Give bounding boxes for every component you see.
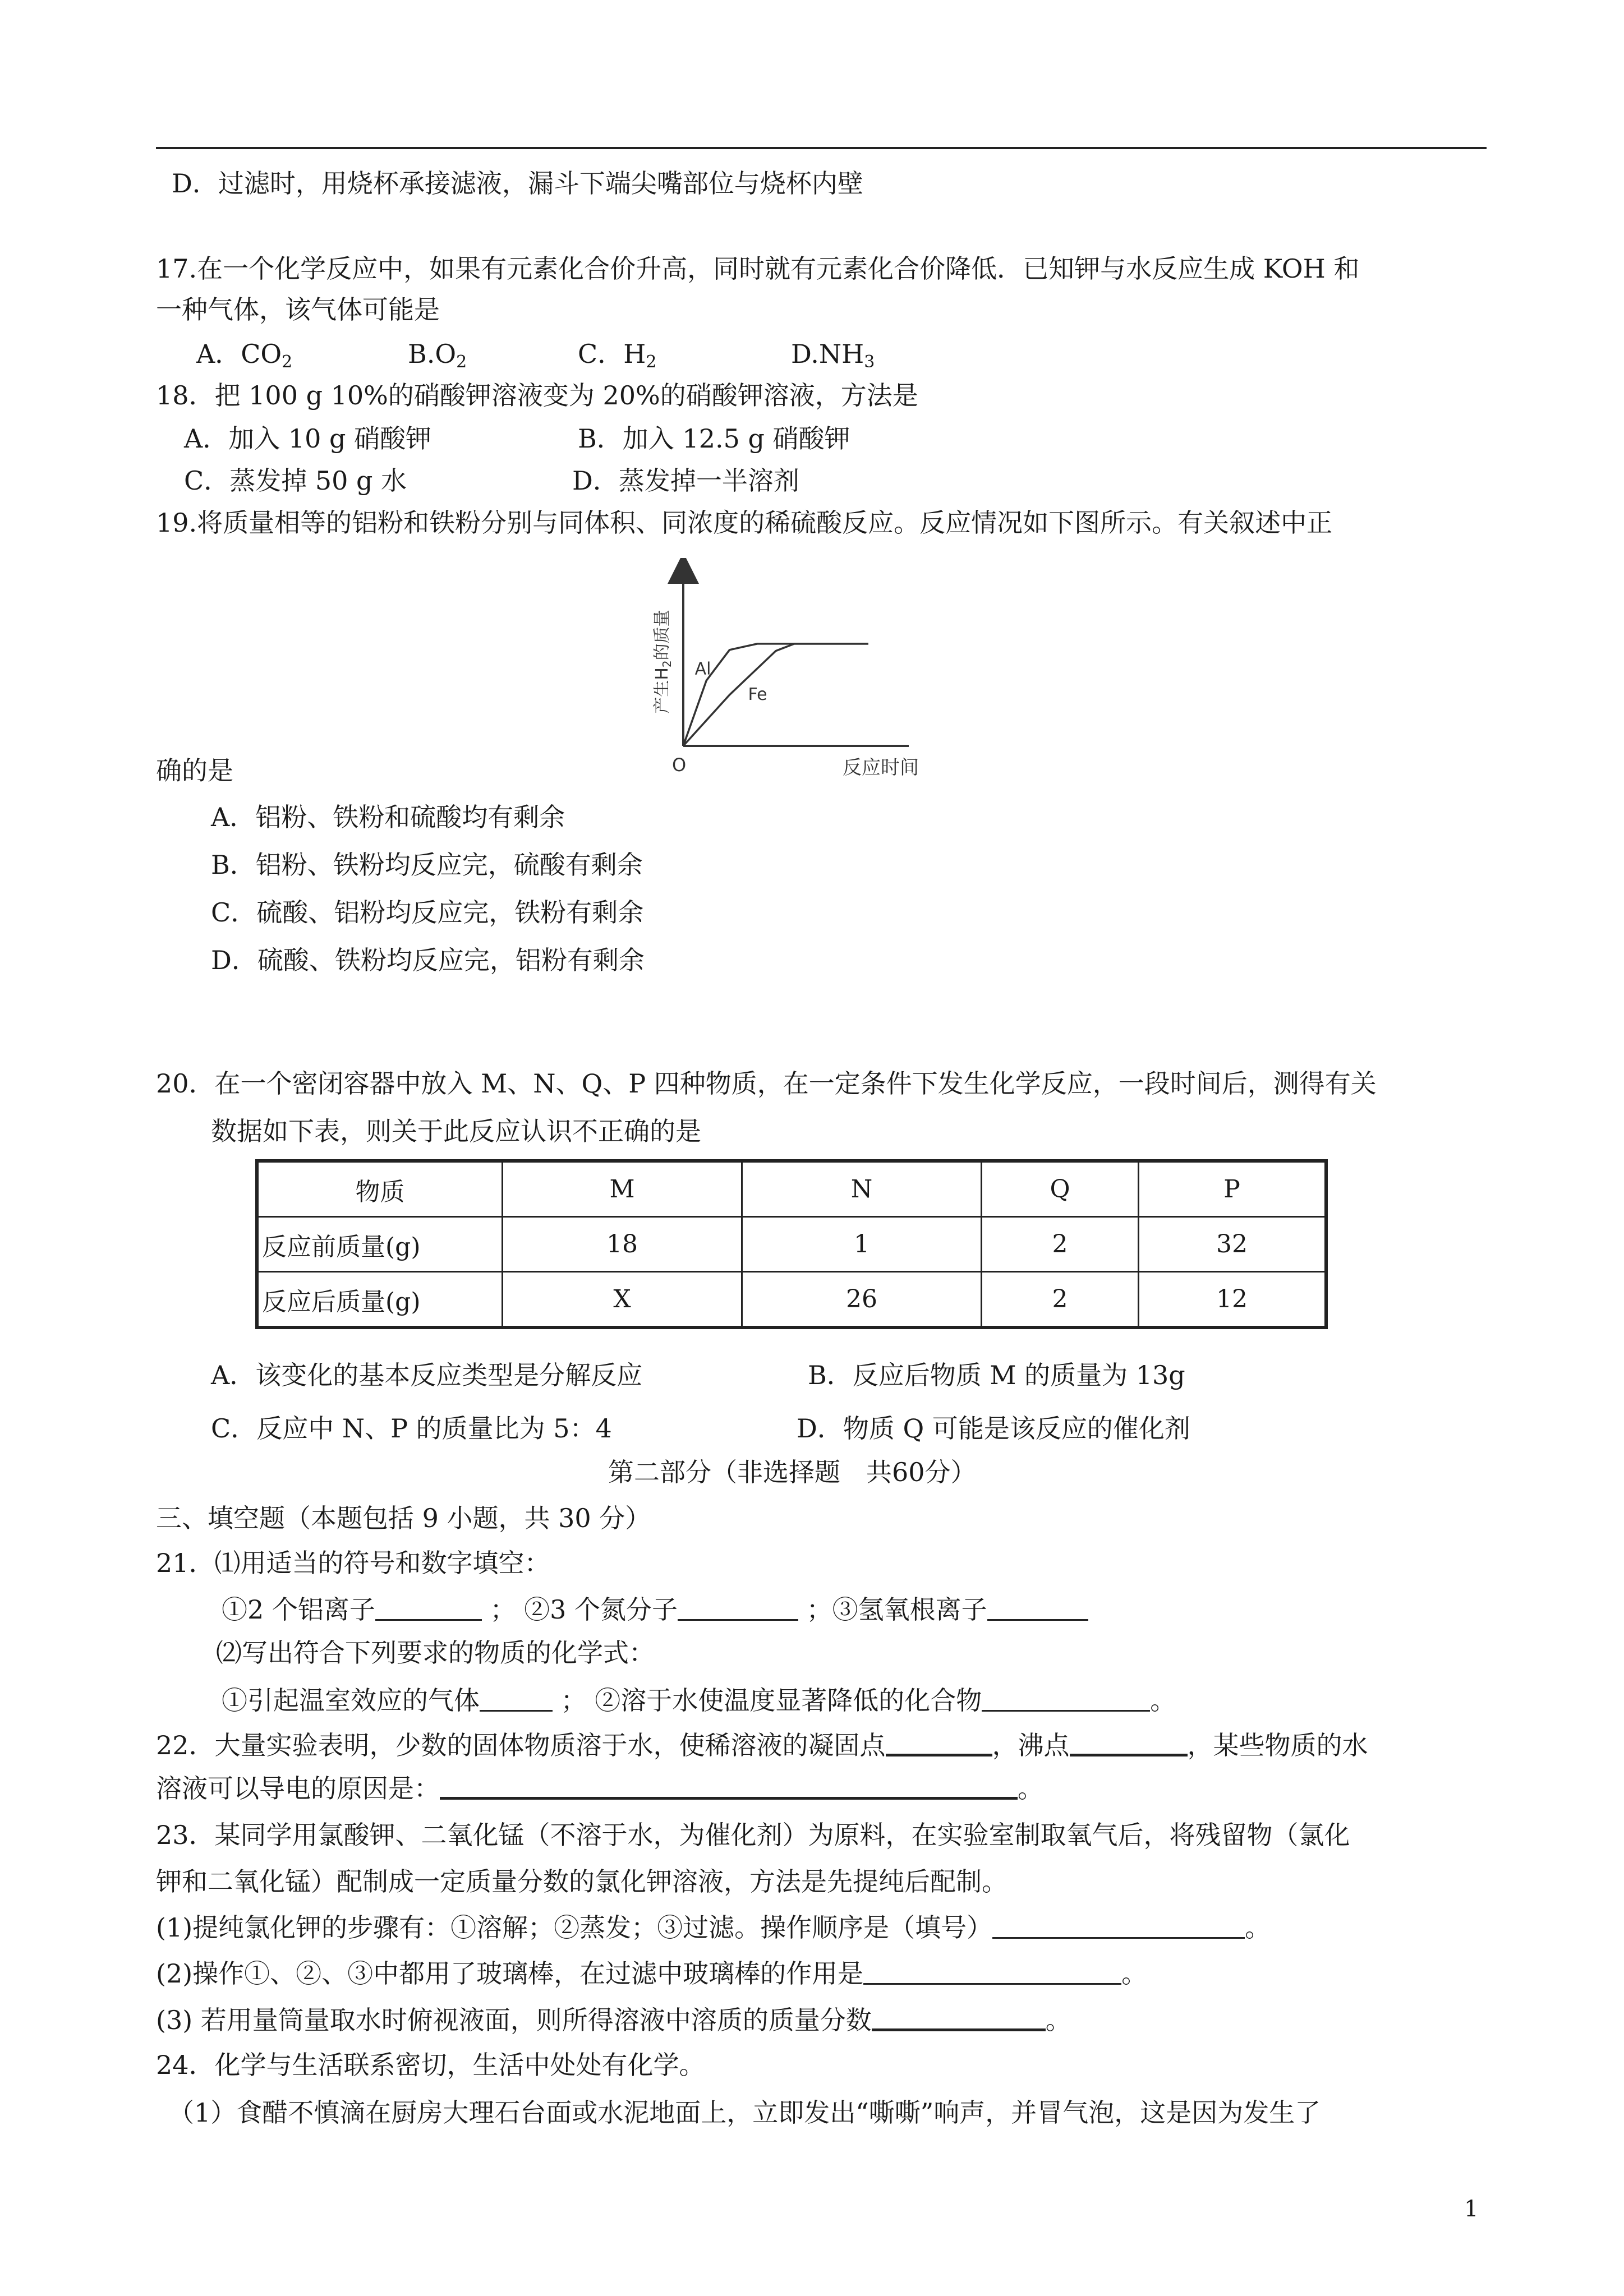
- q21-part2: ⑵写出符合下列要求的物质的化学式：: [216, 1638, 655, 1668]
- q20-option-d: D．物质 Q 可能是该反应的催化剂: [797, 1413, 1190, 1444]
- table-cell: 2: [982, 1217, 1139, 1272]
- q21-item-compound: ②溶于水使温度显著降低的化合物: [595, 1685, 982, 1716]
- part2-title: 第二部分（非选择题 共60分）: [608, 1457, 977, 1487]
- q17-stem-line2: 一种气体，该气体可能是: [156, 294, 440, 325]
- q21-item-1: ①2 个铝离子: [222, 1594, 375, 1625]
- q20-data-table: [255, 1159, 1328, 1329]
- table-cell: 18: [503, 1217, 742, 1272]
- table-cell: 反应前质量(g): [257, 1217, 503, 1272]
- answer-blank[interactable]: [678, 1619, 798, 1621]
- answer-blank[interactable]: [863, 1983, 1121, 1985]
- page-number: 1: [1464, 2196, 1479, 2222]
- answer-blank[interactable]: [872, 2028, 1046, 2031]
- q20-option-c: C．反应中 N、P 的质量比为 5：4: [211, 1413, 612, 1444]
- table-header-cell: P: [1139, 1161, 1327, 1217]
- q17-option-a: A．$CO_2$: [196, 339, 293, 372]
- table-header-row: [257, 1161, 1326, 1217]
- q17-stem-line1: 17.在一个化学反应中，如果有元素化合价升高，同时就有元素化合价降低．已知钾与水反应生成 KOH 和: [156, 253, 1360, 284]
- answer-blank[interactable]: [992, 1937, 1245, 1939]
- answer-blank[interactable]: [480, 1710, 553, 1712]
- y-axis-label: 产生$H_2$的质量: [652, 610, 674, 714]
- table-row: [257, 1217, 1326, 1272]
- answer-blank[interactable]: [987, 1619, 1088, 1621]
- q17-option-d: $D.NH_3$: [791, 339, 875, 372]
- q21-item-3: ③氢氧根离子: [832, 1594, 987, 1625]
- table-row: [257, 1272, 1326, 1328]
- q23-p2: (2)操作①、②、③中都用了玻璃棒，在过滤中玻璃棒的作用是 。: [156, 1958, 1148, 1989]
- q20-option-a: A．该变化的基本反应类型是分解反应: [211, 1360, 643, 1390]
- q22-line2: 溶液可以导电的原因是： 。: [156, 1773, 1043, 1804]
- q19-reaction-chart: [628, 558, 920, 782]
- q19-stem-line2: 确的是: [156, 755, 233, 786]
- q19-option-c: C．硫酸、铝粉均反应完，铁粉有剩余: [211, 897, 644, 928]
- q17-option-b: $B.O_2$: [408, 339, 467, 372]
- q23-line2: 钾和二氧化锰）配制成一定质量分数的氯化钾溶液，方法是先提纯后配制。: [156, 1866, 1007, 1897]
- table-cell: X: [503, 1272, 742, 1328]
- answer-blank[interactable]: [1070, 1754, 1188, 1756]
- q20-stem-line2: 数据如下表，则关于此反应认识不正确的是: [211, 1116, 701, 1146]
- series-label-al: Al: [694, 659, 711, 679]
- q18-option-d: D．蒸发掉一半溶剂: [572, 465, 799, 496]
- answer-blank[interactable]: [375, 1619, 482, 1621]
- q23-line1: 23．某同学用氯酸钾、二氧化锰（不溶于水，为催化剂）为原料，在实验室制取氧气后，将残留物（氯化: [156, 1820, 1350, 1850]
- q19-option-d: D．硫酸、铁粉均反应完，铝粉有剩余: [211, 945, 645, 975]
- table-cell: 12: [1139, 1272, 1327, 1328]
- table-cell: 1: [742, 1217, 982, 1272]
- q19-option-a: A．铝粉、铁粉和硫酸均有剩余: [211, 802, 565, 832]
- q19-stem-line1: 19.将质量相等的铝粉和铁粉分别与同体积、同浓度的稀硫酸反应。反应情况如下图所示。有关叙述中正: [156, 508, 1333, 538]
- table-header-cell: N: [742, 1161, 982, 1217]
- table-header-cell: M: [503, 1161, 742, 1217]
- q24-p1: （1）食醋不慎滴在厨房大理石台面或水泥地面上，立即发出“嘶嘶”响声，并冒气泡，这是因为发生了: [168, 2097, 1321, 2128]
- q23-p1: (1)提纯氯化钾的步骤有：①溶解；②蒸发；③过滤。操作顺序是（填号） 。: [156, 1912, 1271, 1943]
- q22-line1: 22．大量实验表明，少数的固体物质溶于水，使稀溶液的凝固点 ，沸点 ，某些物质的水: [156, 1730, 1368, 1760]
- q21-part2-items: ①引起温室效应的气体 ； ②溶于水使温度显著降低的化合物 。: [222, 1685, 1176, 1716]
- table-cell: 2: [982, 1272, 1139, 1328]
- series-line-al: [683, 644, 868, 746]
- x-axis-label: 反应时间: [843, 757, 919, 779]
- q21-part1-items: ①2 个铝离子 ； ②3 个氮分子 ；③氢氧根离子: [222, 1594, 1088, 1625]
- q24-stem: 24．化学与生活联系密切，生活中处处有化学。: [156, 2050, 705, 2080]
- q16-option-d: D．过滤时，用烧杯承接滤液，漏斗下端尖嘴部位与烧杯内壁: [172, 168, 863, 199]
- q18-option-a: A．加入 10 g 硝酸钾: [184, 423, 432, 454]
- q21-item-2: ②3 个氮分子: [524, 1594, 678, 1625]
- series-line-fe: [683, 644, 868, 746]
- table-cell: 反应后质量(g): [257, 1272, 503, 1328]
- answer-blank[interactable]: [982, 1710, 1150, 1712]
- table-cell: 32: [1139, 1217, 1327, 1272]
- table-cell: 26: [742, 1272, 982, 1328]
- section3-title: 三、填空题（本题包括 9 小题，共 30 分）: [156, 1503, 651, 1533]
- q21-stem: 21．⑴用适当的符号和数字填空：: [156, 1548, 550, 1578]
- q18-stem: 18．把 100 g 10%的硝酸钾溶液变为 20%的硝酸钾溶液，方法是: [156, 380, 918, 411]
- q18-option-b: B．加入 12.5 g 硝酸钾: [578, 423, 850, 454]
- answer-blank[interactable]: [440, 1797, 1018, 1800]
- q17-option-c: C．$H_2$: [578, 339, 657, 372]
- table-header-cell: Q: [982, 1161, 1139, 1217]
- q20-stem-line1: 20．在一个密闭容器中放入 M、N、Q、P 四种物质，在一定条件下发生化学反应，一段时间后，测得有关: [156, 1068, 1377, 1099]
- answer-blank[interactable]: [886, 1754, 992, 1756]
- q20-option-b: B．反应后物质 M 的质量为 13g: [808, 1360, 1185, 1390]
- q18-option-c: C．蒸发掉 50 g 水: [184, 465, 407, 496]
- series-label-fe: Fe: [748, 685, 767, 705]
- q23-p3: (3) 若用量筒量取水时俯视液面，则所得溶液中溶质的质量分数 。: [156, 2005, 1071, 2035]
- origin-label: O: [672, 754, 687, 776]
- q19-option-b: B．铝粉、铁粉均反应完，硫酸有剩余: [211, 850, 643, 880]
- header-rule: [156, 147, 1487, 149]
- table-header-cell: 物质: [257, 1161, 503, 1217]
- q21-item-gas: ①引起温室效应的气体: [222, 1685, 480, 1716]
